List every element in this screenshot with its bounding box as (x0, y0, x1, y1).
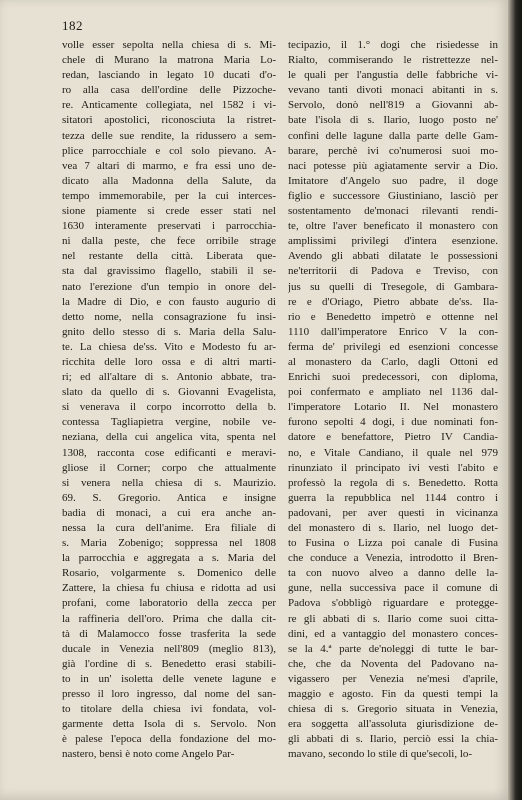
text-line: la parrocchia e aggregata a s. Maria del (62, 552, 276, 565)
text-line: dini, ed a vantaggio del monastero conces- (288, 627, 498, 640)
text-line: Rialto, commiserando le ristrettezze nel- (288, 54, 498, 67)
text-line: volle esser sepolta nella chiesa di s. Mi- (62, 39, 276, 51)
text-line: era soggetta all'assoluta giurisdizione de- (288, 718, 498, 731)
text-line: te. La chiesa de'ss. Vito e Modesto fu ar- (62, 340, 276, 353)
text-line: bate l'isola di s. Ilario, luogo posto ne' (288, 114, 498, 127)
text-line: profani, come laboratorio della zecca per (62, 597, 276, 610)
text-line: poi confermato e ampliato nel 1136 dal- (288, 386, 498, 399)
text-line: nel restante della città. Liberata que- (62, 250, 276, 263)
text-line: ducale in Venezia nell'809 (meglio 813), (62, 642, 276, 655)
text-line: che conduce a Venezia, introdotto il Bren- (288, 552, 498, 565)
text-line: del monastero di s. Ilario, nel luogo det- (288, 522, 498, 534)
text-line: presso il loro ingresso, dal nome del san- (62, 688, 276, 701)
text-line: 1110 dall'imperatore Enrico V la con- (288, 325, 498, 338)
text-line: vevano tanti divoti monaci abitanti in s. (288, 84, 498, 97)
text-line: furono sepolti 4 dogi, i due nominati fon- (288, 416, 498, 429)
text-line: le quali per l'angustia delle fabbriche vi- (288, 69, 498, 82)
text-line: mavano, secondo lo stile di que'secoli, lo- (288, 748, 473, 761)
text-line: ni dalla peste, che fece orribile strage (62, 235, 276, 248)
text-line: tezza delle sue rendite, la ridussero a sem- (62, 129, 276, 142)
text-line: gliose il Corner; corpo che attualmente (62, 461, 276, 474)
text-line: tà di Malamocco fosse trasferita la sede (62, 627, 276, 640)
text-line: to in un' isoletta delle venete lagune e (62, 672, 276, 685)
text-line: ferma de' privilegi ed esenzioni concesse (288, 340, 498, 353)
text-line: to titolare della chiesa ivi fondata, vol- (62, 703, 276, 716)
text-line: sitatori apostolici, riconosciuta la ristret- (62, 114, 276, 127)
text-line: ri; ed all'altare di s. Antonio abbate, tra- (62, 371, 276, 384)
text-line: te, oltre l'aver beneficato il monastero con (288, 220, 498, 233)
text-line: ne'territorii di Padova e Treviso, con (288, 265, 498, 278)
text-line: nessa la cura dell'anime. Era filiale di (62, 522, 276, 534)
text-line: ro alla casa dell'ordine delle Pizzoche- (62, 84, 276, 97)
text-line: ta con nuovo alveo a danno delle la- (288, 567, 498, 580)
text-line: l'imperatore Lotario II. Nel monastero (288, 401, 498, 414)
text-line: 1630 interamente preservati i parrocchia- (62, 220, 276, 233)
text-line: dicato alla Madonna della Salute, da (62, 174, 276, 187)
text-line: guerra la repubblica nel 1144 contro i (288, 491, 498, 504)
text-line: Avendo gli abbati dilatate le possessioni (288, 250, 498, 263)
text-line: barare, perchè ivi co'numerosi suoi mo- (288, 144, 498, 157)
text-line: gnito dello stesso di s. Maria della Salu- (62, 325, 276, 338)
text-line: rio e Benedetto impetrò e ottenne nel (288, 310, 498, 323)
page-number: 182 (62, 18, 83, 33)
right-column (288, 38, 498, 763)
text-line: Rosario, volgarmente s. Domenico delle (62, 567, 276, 580)
text-line: al monastero da Carlo, dagli Ottoni ed (288, 355, 498, 368)
text-line: 69. S. Gregorio. Antica e insigne (62, 491, 276, 504)
text-line: sione piamente si crede esser stati nel (62, 205, 276, 218)
text-line: la raffineria dell'oro. Prima che dalla cit- (62, 612, 276, 625)
text-line: confini delle lagune dalla parte delle Gam- (288, 129, 498, 142)
text-line: gune, nella successiva pace il comune di (288, 582, 498, 595)
text-line: Zattere, la chiesa fu chiusa e ridotta ad usi (62, 582, 276, 595)
text-line: sostentamento de'monaci rilevanti rendi- (288, 205, 498, 218)
text-line: se la 4.ª parte de'noleggi di tutte le bar- (288, 642, 498, 655)
text-line: s. Maria Zobenigo; soppressa nel 1808 (62, 537, 276, 550)
text-line: nastero, bensì è noto come Angelo Par- (62, 748, 235, 761)
text-line: contessa Tagliapietra vergine, nobile ve- (62, 416, 276, 429)
text-line: figlio e successore Giustiniano, lasciò per (288, 189, 498, 202)
text-line: neziana, della cui angelica vita, spenta nel (62, 431, 276, 444)
text-line: vigassero per Venezia ne'mesi d'aprile, (288, 672, 498, 685)
text-line: detto nome, nella consagrazione fu insi- (62, 310, 276, 323)
text-line: Servolo, donò nell'819 a Giovanni ab- (288, 99, 498, 112)
text-line: naci potesse più agiatamente servir a Dio. (288, 159, 498, 172)
text-line: Padova s'obbligò riguardare e protegge- (288, 597, 498, 610)
text-line: no, e Vitale Candiano, il quale nel 979 (288, 446, 498, 459)
text-line: è palese l'epoca della fondazione del mo- (62, 733, 276, 746)
text-line: amplissimi privilegi d'intera esenzione. (288, 235, 498, 248)
text-line: chele di Murano la matrona Maria Lo- (62, 54, 276, 67)
left-column (62, 38, 276, 763)
text-line: redan, lasciando in legato 10 ducati d'o- (62, 69, 276, 82)
text-line: rinunziato il principato ivi vestì l'abito e (288, 461, 498, 474)
text-line: jus su quelli di Tresegole, di Gambara- (288, 280, 498, 293)
text-line: vea 7 altari di marmo, e fra essi uno de- (62, 159, 276, 172)
text-line: re e d'Oriago, Pietro abbate de'ss. Ila- (288, 295, 498, 308)
text-line: si venerava il corpo incorrotto della b. (62, 401, 276, 414)
text-line: re. Anticamente collegiata, nel 1582 i vi- (62, 99, 276, 112)
text-line: Enrichi suoi predecessori, con diploma, (288, 371, 498, 384)
text-line: badia di monaci, a cui era anche an- (62, 506, 276, 519)
text-line: professò la regola di s. Benedetto. Rotta (288, 476, 498, 489)
text-line: slato da quello di s. Giovanni Evagelista, (62, 386, 276, 399)
text-line: tecipazio, il 1.° dogi che risiedesse in (288, 39, 498, 51)
text-line: sta dal gravissimo flagello, stabilì il se- (62, 265, 276, 278)
text-line: plice parrocchiale e col solo pievano. A- (62, 144, 276, 157)
text-line: ricchita delle loro ossa e di altri marti- (62, 355, 276, 368)
text-line: datore e benefattore, Pietro IV Candia- (288, 431, 498, 444)
text-line: gli abbati di s. Ilario, perciò essi la chia- (288, 733, 498, 746)
text-line: padovani, per aver questi in vicinanza (288, 506, 498, 519)
book-binding-edge (508, 0, 522, 800)
text-line: 1308, racconta cose edificanti e meravi- (62, 446, 276, 459)
text-line: maggio e agosto. Fin da questi tempi la (288, 688, 498, 701)
text-line: che, che da Noventa del Padovano na- (288, 657, 498, 670)
text-line: già l'ordine di s. Benedetto erasi stabili- (62, 657, 276, 670)
text-line: si venera nella chiesa di s. Maurizio. (62, 476, 276, 489)
text-line: nato l'erezione d'un tempio in onore del- (62, 280, 276, 293)
text-line: chiesa di s. Gregorio situata in Venezia, (288, 703, 498, 716)
text-line: la Madre di Dio, e con fausto augurio di (62, 295, 276, 308)
text-line: tempo immemorabile, per la cui interces- (62, 189, 276, 202)
text-line: to Fusina o Lizza poi canale di Fusina (288, 537, 498, 550)
text-line: Imitatore d'Angelo suo padre, il doge (288, 174, 498, 187)
text-line: garmente detta Isola di s. Servolo. Non (62, 718, 276, 731)
text-line: re gli abbati di s. Ilario come suoi citta- (288, 612, 498, 625)
